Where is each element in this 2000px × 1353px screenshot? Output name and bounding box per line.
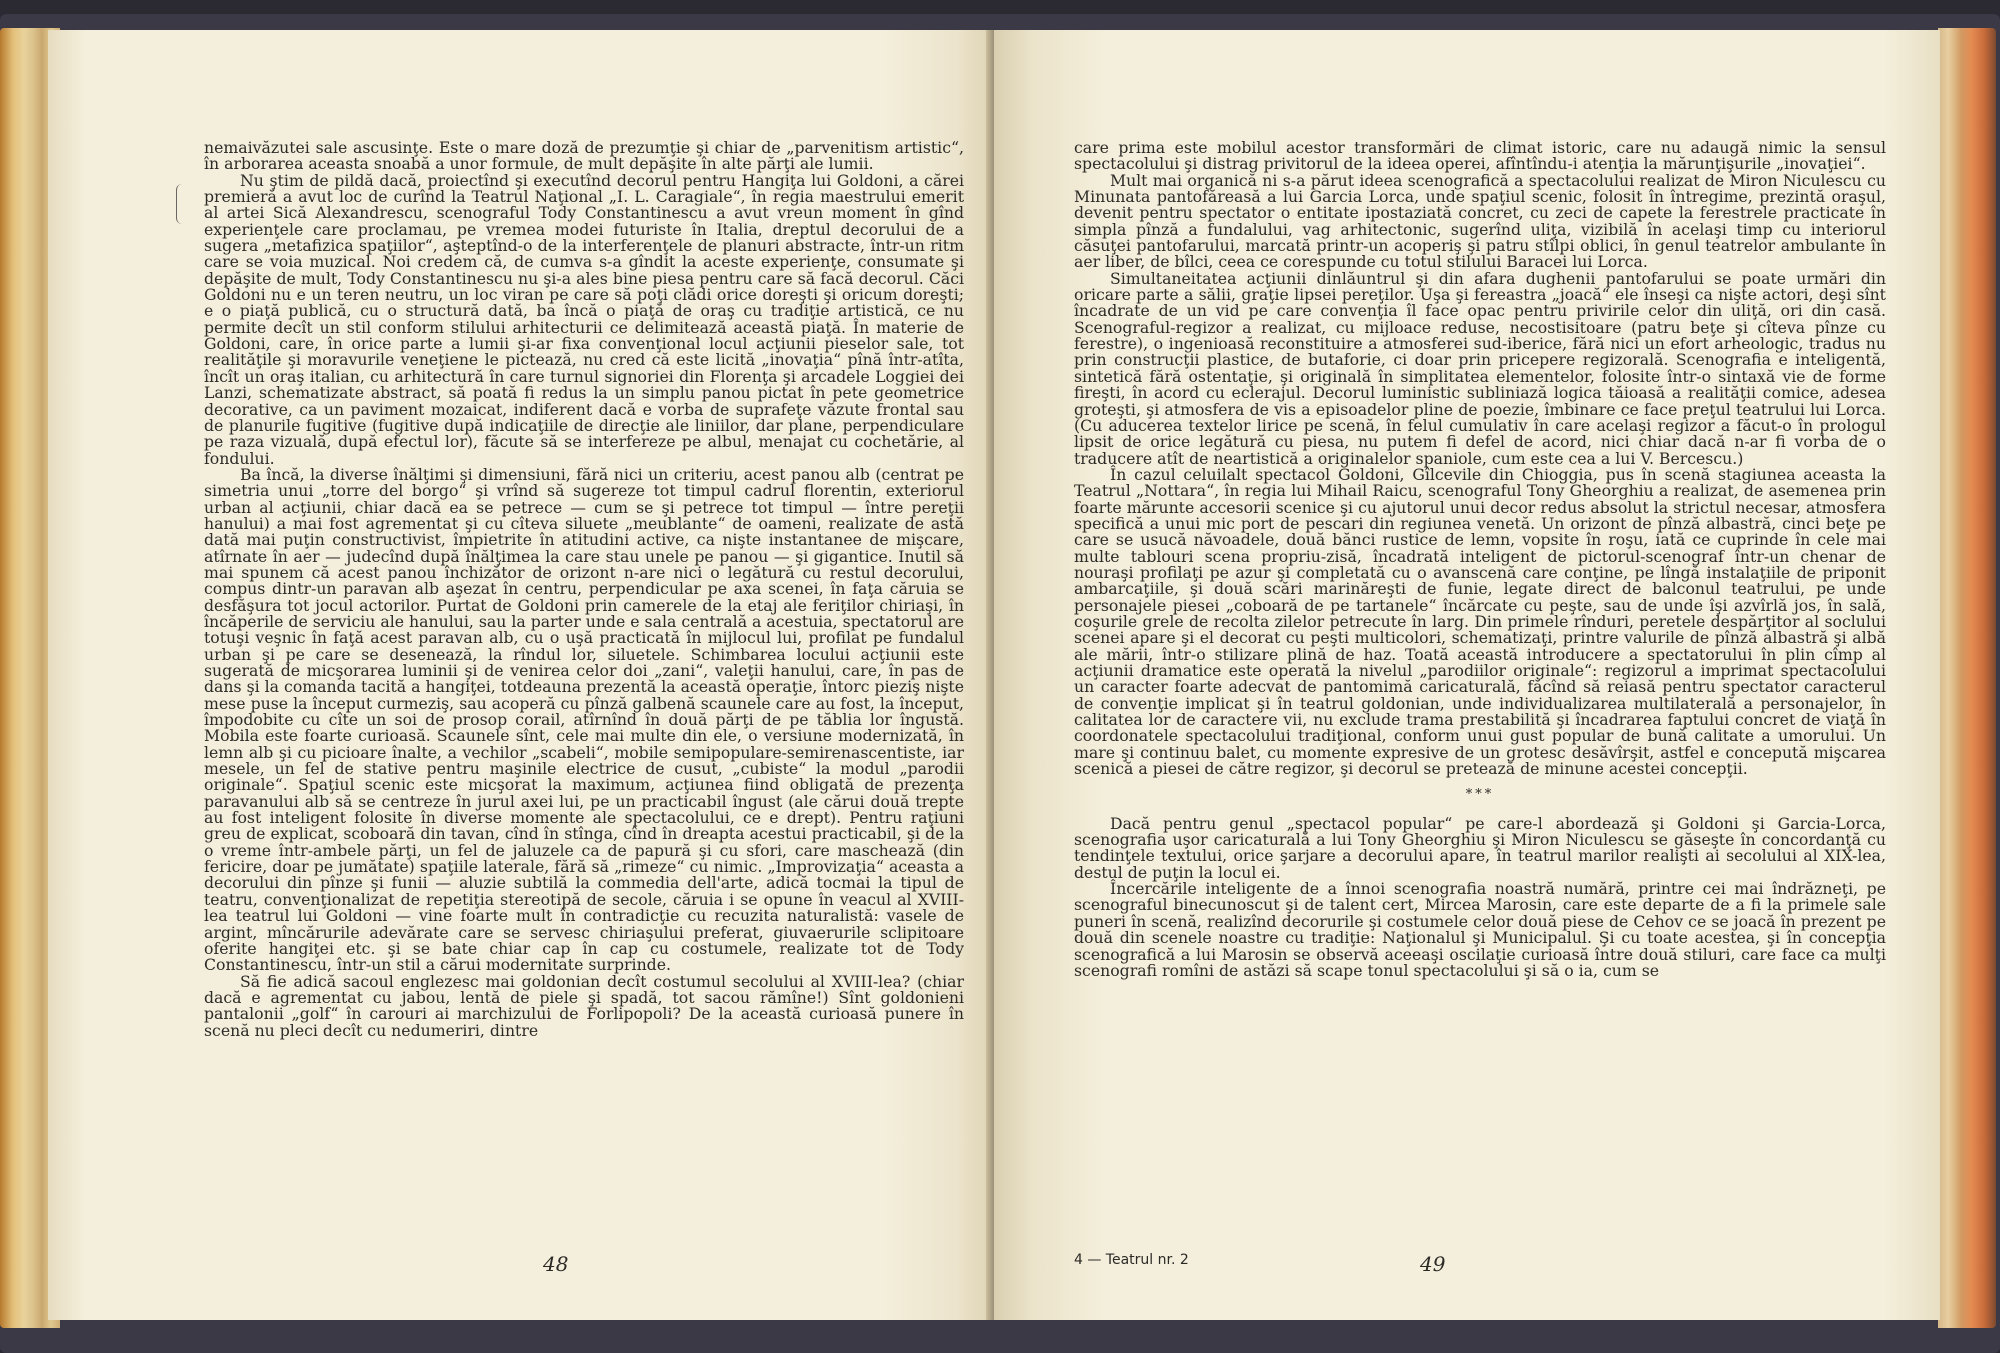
page-number: 49 [1420, 1252, 1446, 1276]
paragraph: Dacă pentru genul „spectacol popular“ pe care-l abordează şi Goldoni şi Garcia-Lorca, scenografia uşor caricaturală a lui Tony Gheorghiu şi Miron Niculescu se găseşte în concordanţă cu tendinţele textului, orice şarjare a decorului apare, în teatrul marilor realişti ai secolului al XIX-lea, destul de puţin la locul ei. [1074, 813, 1886, 882]
paragraph: Încercările inteligente de a înnoi scenografia noastră numără, printre cei mai îndrăzneţi, pe scenograful binecunoscut şi de talent cert, Mircea Marosin, care este departe de a fi la primele sale puneri în scenă, realizînd decorurile şi costumele celor două piese de Cehov ce se joacă în prezent pe două din scenele noastre cu tradiţie: Naţionalul şi Municipalul. Şi cu toate acestea, şi în concepţia scenografică a lui Marosin se observă aceeaşi oscilaţie curioasă între două stiluri, care face ca mulţi scenografi romîni de astăzi să scape tonul spectacolului şi să o ia, cum se [1074, 879, 1886, 980]
right-page-body [1074, 140, 1886, 979]
margin-pencil-mark [176, 184, 187, 224]
paragraph: Nu ştim de pildă dacă, proiectînd şi executînd decorul pentru Hangiţa lui Goldoni, a cărei premieră a avut loc de curînd la Teatrul Naţional „I. L. Caragiale“, în regia maestrului emerit al artei Sică Alexandrescu, scenograful Tody Constantinescu a avut vreun moment în gînd experienţele care proclamau, pe vremea modei futuriste în Italia, dreptul decorului de a sugera „metafizica spaţiilor“, aşteptînd-o de la interferenţele de planuri abstracte, într-un ritm care se voia muzical. Noi credem că, de cumva s-a gîndit la aceste experienţe, consumate şi depăşite de mult, Tody Constantinescu nu şi-a ales bine piesa pentru care să facă decorul. Căci Goldoni nu e un teren neutru, un loc viran pe care să poţi clădi orice doreşti şi oricum doreşti; e o piaţă publică, cu o structură dată, ba încă o piaţă de oraş cu tradiţie artistică, ce nu permite decît un stil conform stilului arhitecturii ce delimitează această piaţă. În materie de Goldoni, care, în orice parte a lumii şi-ar fixa convenţional locul acţiunii pieselor sale, tot realităţile şi moravurile veneţiene le pictează, nu cred că este licită „inovaţia“ pînă într-atîta, încît un oraş italian, cu arhitectură în care turnul signoriei din Florenţa şi arcadele Loggiei dei Lanzi, schematizate abstract, să poată fi redus la un simplu panou pictat în pete geometrice decorative, ca un paviment mozaicat, indiferent dacă e vorba de suprafeţe văzute frontal sau de planurile fugitive (fugitive după indicaţiile de direcţie ale liniilor, dar plane, perpendiculare pe raza vizuală, după efectul lor), făcute să se interfereze pe albul, menajat cu cochetărie, al fondului. [204, 170, 964, 468]
paragraph: care prima este mobilul acestor transformări de climat istoric, care nu adaugă nimic la sensul spectacolului şi distrag privitorul de la ideea operei, afîntîndu-i atenţia la mărunţişurile „inovaţiei“. [1074, 138, 1886, 174]
paragraph: Ba încă, la diverse înălţimi şi dimensiuni, fără nici un criteriu, acest panou alb (centrat pe simetria unui „torre del borgo“ şi vrînd să sugereze tot timpul cadrul florentin, exteriorul urban al acţiunii, chiar dacă ea se petrece — cum se şi petrece tot timpul — între pereţii hanului) a mai fost agrementat şi cu cîteva siluete „meublante“ de oameni, realizate de astă dată mai puţin constructivist, împietrite în atitudini active, ca nişte instantanee de mişcare, atîrnate în aer — judecînd după înălţimea la care stau unele pe panou — şi gigantice. Inutil să mai spunem că acest panou închizător de orizont n-are nici o legătură cu restul decorului, compus dintr-un paravan alb aşezat în centru, perpendicular pe axa scenei, în faţa căruia se desfăşura tot jocul actorilor. Purtat de Goldoni prin camerele de la etaj ale feriţilor chiriaşi, în încăperile de serviciu ale hanului, sau la parter unde e sala centrală a acestuia, spectatorul are totuşi veşnic în faţă acest paravan alb, cu o uşă practicată în mijlocul lui, profilat pe fundalul urban şi pe care se desenează, la rîndul lor, siluetele. Schimbarea locului acţiunii este sugerată de micşorarea luminii şi de venirea celor doi „zani“, valeţii hanului, care, în pas de dans şi la comanda tacită a hangiţei, totdeauna prezentă la această operaţie, întorc pieziş nişte mese puse la început curmeziş, sau acoperă cu pînză galbenă scaunele care au fost, la început, împodobite cu cîte un soi de prosop corail, atîrnînd în două părţi de pe tăblia lor îngustă. Mobila este foarte curioasă. Scaunele sînt, cele mai multe din ele, o versiune modernizată, în lemn alb şi cu picioare înalte, a vechilor „scabeli“, mobile semipopulare-semirenascentiste, iar mesele, un fel de stative pentru maşinile electrice de cusut, „cubiste“ la modul „parodii originale“. Spaţiul scenic este micşorat la maximum, acţiunea fiind obligată de prezenţa paravanului alb să se centreze în jurul axei lui, pe un practicabil îngust (ale cărui două trepte au fost inteligent folosite în diverse momente ale spectacolului, ce e drept). Pentru raţiuni greu de explicat, scoboară din tavan, cînd în stînga, cînd în dreapta acestui practicabil, şi de la o vreme într-ambele părţi, un fel de jaluzele ca de papură şi cu sfori, care maschează (din fericire, doar pe jumătate) spaţiile laterale, fără să „rimeze“ cu nimic. „Improvizaţia“ aceasta a decorului din pînze şi funii — aluzie subtilă la commedia dell'arte, adică tocmai la tipul de teatru, convenţionalizat de repetiţia stereotipă de secole, căruia i se opune în veacul al XVIII-lea teatrul lui Goldoni — vine foarte mult în contradicţie cu recuzita naturalistă: vasele de argint, mîncărurile adevărate care se servesc chiriaşului preferat, giuvaerurile sclipitoare oferite hangiţei etc. şi se bate chiar cap în cap cu costumele, realizate tot de Tody Constantinescu, într-un stil a cărui modernitate surprinde. [204, 464, 964, 975]
paragraph: Mult mai organică ni s-a părut ideea scenografică a spectacolului realizat de Miron Niculescu cu Minunata pantofăreasă a lui Garcia Lorca, unde spaţiul scenic, folosit în întregime, prezintă oraşul, devenit pentru spectator o entitate ipostaziată concret, cu zeci de capete la ferestrele practicate în simpla pînză a fundalului, vag arhitectonic, sugerînd uliţa, vizibilă în acelaşi timp cu interiorul căsuţei pantofarului, marcată printr-un acoperiş şi patru stîlpi oblici, în genul teatrelor ambulante în aer liber, de bîlci, ceea ce corespunde cu totul stilului Baracei lui Lorca. [1074, 170, 1886, 272]
paragraph: Să fie adică sacoul englezesc mai goldonian decît costumul secolului al XVIII-lea? (chiar dacă e agrementat cu jabou, lentă de piele şi spadă, tot sacou rămîne!) Sînt goldonieni pantalonii „golf“ în carouri ai marchizului de Forlipopoli? De la această curioasă punere în scenă nu pleci decît cu nedumeriri, dintre [204, 971, 964, 1040]
paragraph: Simultaneitatea acţiunii dinlăuntrul şi din afara dughenii pantofarului se poate urmări din oricare parte a sălii, graţie lipsei pereţilor. Uşa şi fereastra „joacă“ ele înseşi ca nişte actori, deşi sînt încadrate de un vid pe care convenţia îl face opac pentru privirile celor din uliţă, ori din casă. Scenograful-regizor a realizat, cu mijloace reduse, necostisitoare (patru beţe şi cîteva pînze cu ferestre), o ingenioasă reconstituire a atmosferei sud-iberice, fără nici un efort arheologic, tradus nu prin construcţii plastice, de butaforie, ci doar prin pricepere regizorală. Scenografia e inteligentă, sintetică fără ostentaţie, şi originală în simplitatea elementelor, folosite într-o sintaxă vie de forme fireşti, în acord cu eclerajul. Decorul luministic subliniază logica tăioasă a realităţii comice, adesea groteşti, şi atmosfera de vis a episoadelor pline de poezie, îmbinare ce face preţul teatrului lui Lorca. (Cu aducerea textelor lirice pe scenă, în felul cumulativ în care acelaşi regizor a făcut-o în prologul lipsit de orice legătură cu piesa, nu putem fi defel de acord, nici chiar dacă n-ar fi vorba de o traducere atît de neartistică a originalelor spaniole, cum este cea a lui V. Bercescu.) [1074, 268, 1886, 468]
page-number: 48 [543, 1252, 569, 1276]
section-separator: *** [1465, 787, 1495, 803]
paragraph: nemaivăzutei sale ascusinţe. Este o mare doză de prezumţie şi chiar de „parvenitism artistic“, în arborarea aceasta snoabă a unor formule, de mult depăşite în alte părţi ale lumii. [204, 138, 964, 174]
left-page [48, 30, 994, 1320]
left-page-body [204, 140, 964, 1039]
right-page [994, 30, 1940, 1320]
right-page-edges [1938, 28, 1996, 1328]
folio-signature: 4 — Teatrul nr. 2 [1074, 1252, 1189, 1268]
paragraph: În cazul celuilalt spectacol Goldoni, Gîlcevile din Chioggia, pus în scenă stagiunea aceasta la Teatrul „Nottara“, în regia lui Mihail Raicu, scenograful Tony Gheorghiu a realizat, de asemenea prin foarte mărunte accesorii scenice şi cu ajutorul unui decor redus absolut la strictul necesar, atmosfera specifică a unui mic port de pescari din regiunea venetă. Un orizont de pînză albastră, cinci beţe pe care se usucă năvoadele, două bănci rustice de lemn, vopsite în roşu, iată ce cuprinde în cele mai multe tablouri scena propriu-zisă, încadrată inteligent de pictorul-scenograf într-un chenar de nouraşi profilaţi pe azur şi completată cu o avanscenă care conţine, pe lîngă instalaţiile de priponit ambarcaţiile, şi două scări marinăreşti de funie, legate direct de balconul teatrului, pe unde personajele piesei „coboară de pe tartanele“ încărcate cu peşte, sau de unde îşi azvîrlă jos, în sală, coşurile grele de recolta zilelor petrecute în larg. Din primele rînduri, peretele despărţitor al soclului scenei apare şi el decorat cu peşti multicolori, schematizaţi, printre valurile de pînză albastră şi albă ale mării, într-o stilizare plină de haz. Toată această introducere a spectatorului în plin cîmp al acţiunii dramatice este operată la nivelul „parodiilor originale“: regizorul a imprimat spectacolului un caracter foarte adecvat de pantomimă caricaturală, făcînd să reiasă pentru spectator caracterul de convenţie implicat şi în teatrul goldonian, unde individualizarea multilaterală a personajelor, în calitatea lor de caractere vii, nu exclude trama prestabilită şi încadrarea faptului concret de viaţă în coordonatele spectacolului tradiţional, conform unui gust popular de bună calitate a umorului. Un mare şi continuu balet, cu momente expresive de un grotesc desăvîrşit, astfel e concepută mişcarea scenică a piesei de către regizor, şi decorul se pretează de minune acestei concepţii. [1074, 464, 1886, 779]
